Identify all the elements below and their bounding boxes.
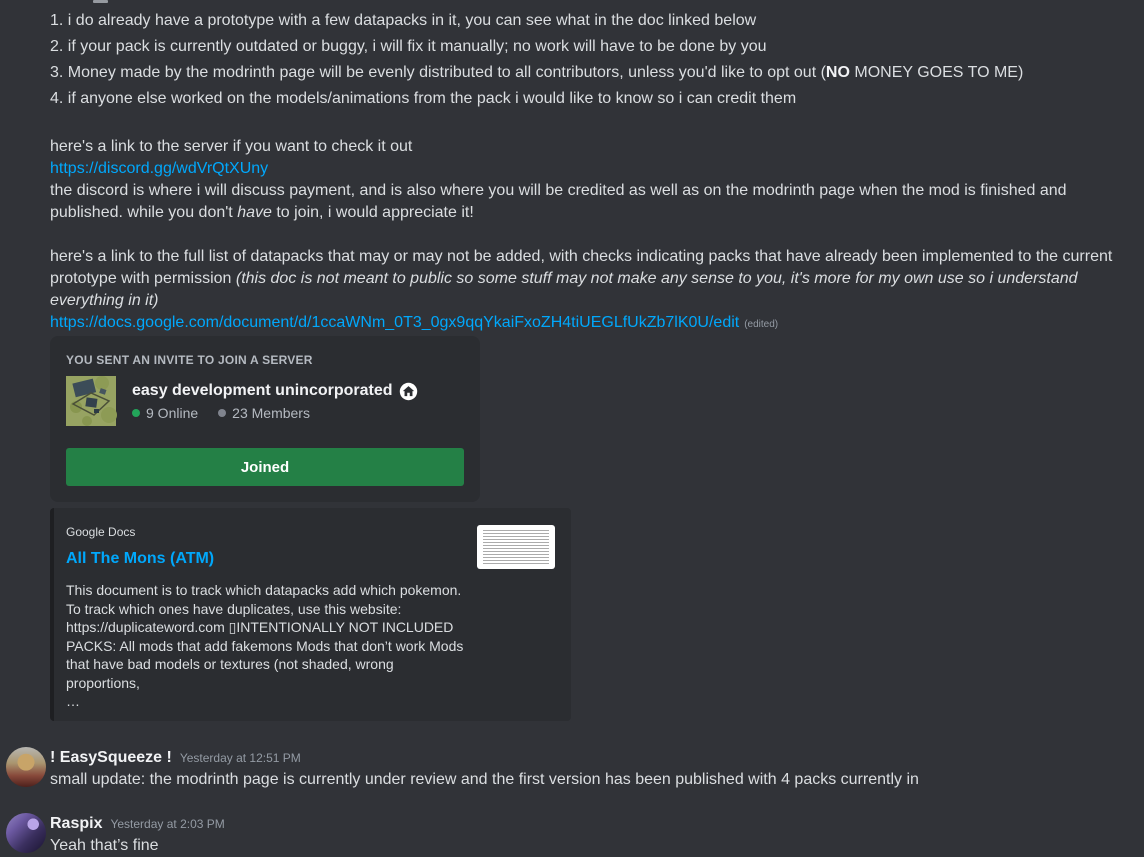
message-group-raspix — [50, 813, 1130, 857]
list-item-3 — [50, 62, 1130, 84]
embed-description-line: https://duplicateword.com ▯INTENTIONALLY NOT INCLUDED — [66, 619, 454, 635]
online-count — [132, 405, 198, 421]
message-header — [50, 813, 1130, 835]
server-link-intro — [50, 136, 1130, 158]
discord-invite-link[interactable]: https://discord.gg/wdVrQtXUny — [50, 160, 269, 177]
timestamp: Yesterday at 12:51 PM — [179, 750, 301, 765]
list-item-4-text: 4. if anyone else worked on the models/animations from the pack i would like to know so i can credit them — [50, 90, 797, 107]
doc-thumbnail[interactable] — [477, 525, 555, 569]
google-docs-embed — [50, 508, 571, 721]
server-invite-embed — [50, 336, 480, 502]
cutoff-text-fragment — [93, 0, 108, 3]
discord-paragraph-italic: have — [237, 204, 272, 221]
doc-list-paragraph — [50, 246, 1130, 312]
embed-description-line: This document is to track which datapacks add which pokemon. — [66, 582, 462, 598]
members-count — [218, 405, 310, 421]
list-item-2 — [50, 36, 1130, 58]
server-counts — [132, 405, 418, 421]
avatar[interactable] — [6, 813, 46, 853]
members-count-label: 23 Members — [232, 405, 310, 421]
doc-thumbnail-text-lines — [483, 530, 549, 564]
invite-link-line — [50, 158, 1130, 180]
embed-description-line: To track which ones have duplicates, use this website: — [66, 600, 402, 617]
home-icon — [399, 382, 418, 401]
avatar[interactable] — [6, 747, 46, 787]
username[interactable]: ! EasySqueeze ! — [50, 748, 172, 766]
embed-description — [66, 581, 471, 711]
server-link-intro-text: here's a link to the server if you want to check it out — [50, 138, 413, 155]
server-name-row — [132, 381, 418, 401]
list-item-1 — [50, 10, 1130, 32]
username[interactable]: Raspix — [50, 814, 103, 832]
message-text: Yeah that’s fine — [50, 836, 159, 854]
blank-line — [50, 114, 1130, 136]
server-icon — [66, 376, 116, 426]
invite-header-label: YOU SENT AN INVITE TO JOIN A SERVER — [66, 353, 313, 367]
online-status-dot — [132, 409, 140, 417]
offline-status-dot — [218, 409, 226, 417]
server-info — [132, 381, 418, 421]
embed-description-line: … — [66, 693, 80, 709]
online-count-label: 9 Online — [146, 405, 199, 421]
embed-title-link[interactable]: All The Mons (ATM) — [66, 550, 215, 567]
message-header — [50, 747, 1130, 769]
discord-paragraph-post: to join, i would appreciate it! — [271, 204, 474, 221]
embed-description-line: PACKS: All mods that add fakemons Mods that don’t work Mods — [66, 637, 464, 654]
doc-paragraph-italic: (this doc is not meant to public so some stuff may not make any sense to you, it's more for my own use so i understand everything in it) — [50, 270, 1078, 309]
timestamp: Yesterday at 2:03 PM — [110, 816, 225, 831]
blank-line — [50, 224, 1130, 246]
server-name: easy development unincorporated — [132, 382, 393, 399]
message-group-easysqueeze — [50, 747, 1130, 791]
joined-button[interactable]: Joined — [66, 448, 464, 486]
doc-paragraph-pre: here's a link to the full list of datapacks that may or may not be added, with checks indicating packs that have already been implemented to the current prototype with permission — [50, 248, 1113, 287]
embed-provider-label: Google Docs — [66, 525, 136, 539]
server-icon-art — [66, 376, 116, 426]
list-item-2-text: 2. if your pack is currently outdated or buggy, i will fix it manually; no work will have to be done by you — [50, 38, 767, 55]
discord-payment-paragraph — [50, 180, 1130, 224]
google-doc-link[interactable]: https://docs.google.com/document/d/1ccaWNm_0T3_0gx9qqYkaiFxoZH4tiUEGLfUkZb7lK0U/edit — [50, 314, 740, 331]
doc-link-line — [50, 312, 1130, 336]
edited-badge: (edited) — [744, 319, 779, 330]
list-item-3-text-post: MONEY GOES TO ME) — [849, 64, 1024, 81]
invite-body — [66, 376, 464, 426]
embed-description-line: that have bad models or textures (not shaded, wrong proportions, — [66, 656, 394, 691]
message-text: small update: the modrinth page is currently under review and the first version has been published with 4 packs currently in — [50, 770, 919, 788]
list-item-3-bold: NO — [825, 64, 850, 81]
list-item-1-text: 1. i do already have a prototype with a few datapacks in it, you can see what in the doc linked below — [50, 12, 757, 29]
discord-paragraph-pre: the discord is where i will discuss payment, and is also where you will be credited as well as on the modrinth page when the mod is finished and published. while you don't — [50, 182, 1067, 221]
list-item-3-text-pre: 3. Money made by the modrinth page will be evenly distributed to all contributors, unless you'd like to opt out ( — [50, 64, 826, 81]
list-item-4 — [50, 88, 1130, 110]
